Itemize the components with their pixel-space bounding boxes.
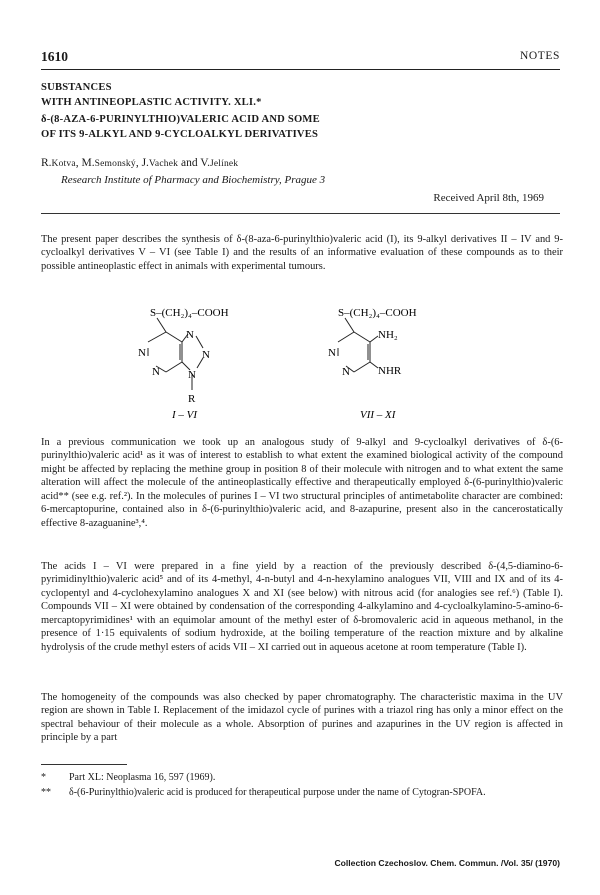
footnote-rule bbox=[41, 764, 127, 765]
author-list: R.Kotva, M.Semonský, J.Vachek and V.Jelínek bbox=[41, 157, 239, 169]
atom-n7: N bbox=[186, 329, 194, 341]
title-line-1: SUBSTANCES bbox=[41, 82, 112, 93]
footnote-text: δ-(6-Purinylthio)valeric acid is produced for therapeutical purpose under the name of Cytogran-SPOFA. bbox=[69, 787, 486, 798]
author-name: Semonský bbox=[94, 159, 136, 169]
journal-footer: Collection Czechoslov. Chem. Commun. /Vol. 35/ (1970) bbox=[334, 858, 560, 868]
substituent-r: R bbox=[188, 393, 196, 405]
title-line-2: WITH ANTINEOPLASTIC ACTIVITY. XLI.* bbox=[41, 97, 262, 108]
atom-n3: N bbox=[342, 366, 350, 378]
title-line-4: OF ITS 9-ALKYL AND 9-CYCLOALKYL DERIVATIVES bbox=[41, 129, 319, 140]
chain-text: S–(CH₂)₄–COOH bbox=[150, 307, 229, 319]
atom-n1: N bbox=[138, 347, 146, 359]
title-line-3: δ-(8-AZA-6-PURINYLTHIO)VALERIC ACID AND SOME bbox=[41, 114, 320, 125]
author-initial: J. bbox=[141, 157, 149, 169]
structure-pyrimidine bbox=[318, 304, 478, 419]
author-initial: R. bbox=[41, 157, 52, 169]
author-name: Kotva bbox=[51, 159, 76, 169]
running-header bbox=[41, 49, 560, 67]
paragraph-synthesis: The acids I – VI were prepared in a fine yield by a reaction of the previously described δ-(4,5-diamino-6-pyrimidinylthio)valeric acid⁵ and of its 4-methyl, 4-n-butyl and 4-n-hexylamino analogues VII, VIII and IX and of its 4-cyclopentyl and 4-cyclohexylamino analogues X and XI (see below) with nitrous acid (for analogies see ref.⁶) (Table I). Compounds VII – XI were obtained by condensation of the corresponding 4-alkylamino and 4-cycloalkylamino-5-amino-6-mercaptopyrimidines¹ with an equimolar amount of the methyl ester of δ-bromovaleric acid in aqueous methanol, in the presence of 1·15 equivalents of sodium hydroxide, at the boiling temperature of the reaction mixture and by alkaline hydrolysis of the crude methyl esters of acids VII – XI carried out in aqueous acetone at room temperature (Table I). bbox=[41, 561, 563, 653]
abstract-rule bbox=[41, 213, 560, 214]
atom-n3: N bbox=[152, 366, 160, 378]
structure-label: I – VI bbox=[172, 409, 198, 419]
institution: Research Institute of Pharmacy and Biochemistry, Prague 3 bbox=[61, 174, 326, 186]
author-conjunction: and bbox=[180, 157, 198, 169]
footnote-text: Part XL: Neoplasma 16, 597 (1969). bbox=[69, 772, 216, 783]
paragraph-intro: The present paper describes the synthesis of δ-(8-aza-6-purinylthio)valeric acid (I), its 9-alkyl derivatives II – IV and 9-cycloalkyl derivatives V – VI (see Table I) and the results of an informative evaluation of these compounds as to their possible antineoplastic effect in animals with experimental tumours. bbox=[41, 234, 563, 272]
footnote-2 bbox=[41, 786, 563, 799]
page-number: 1610 bbox=[41, 49, 68, 64]
author-initial: M. bbox=[81, 157, 95, 169]
author-initial: V. bbox=[200, 157, 210, 169]
group-nh2: NH₂ bbox=[378, 329, 398, 341]
footnote-mark: ** bbox=[41, 787, 51, 798]
chain-text: S–(CH₂)₄–COOH bbox=[338, 307, 417, 319]
paper-title bbox=[41, 80, 561, 142]
paragraph-homogeneity: The homogeneity of the compounds was also checked by paper chromatography. The characteristic maxima in the UV region are shown in Table I. Replacement of the imidazol cycle of purines with a triazol ring has only a minor effect on the spectral behaviour of their molecule as a whole. Absorption of purines and azapurines in the UV region is affected in principle by a part bbox=[41, 692, 563, 744]
header-rule bbox=[41, 69, 560, 70]
received-date: Received April 8th, 1969 bbox=[433, 192, 544, 204]
group-nhr: NHR bbox=[378, 365, 402, 377]
footnote-1 bbox=[41, 771, 563, 784]
section-name: NOTES bbox=[519, 50, 560, 62]
atom-n1: N bbox=[328, 347, 336, 359]
atom-n8: N bbox=[202, 349, 210, 361]
atom-n9: N bbox=[188, 369, 196, 381]
author-name: Jelínek bbox=[209, 159, 239, 169]
footnote-mark: * bbox=[41, 772, 46, 783]
structure-azapurine bbox=[130, 304, 290, 419]
author-name: Vachek bbox=[148, 159, 179, 169]
paragraph-previous-study: In a previous communication we took up an analogous study of 9-alkyl and 9-cycloalkyl derivatives of δ-(6-purinylthio)valeric acid¹ as it was of interest to establish to what extent the examined biological activity of the compound might be affected by replacing the methine group in position 8 of their molecule with nitrogen and to what extent the same alteration will affect the molecule of the antineoplastically effective and therapeutically employed δ-(6-purinylthio)valeric acid** (see e.g. ref.²). In the molecules of purines I – VI two structural principles of antimetabolite character are combined: 6-mercaptopurine, contained also in δ-(6-purinylthio)valeric acid, and 8-azapurine, present also in the cancerostatically effective 8-azaguanine³,⁴. bbox=[41, 437, 563, 529]
structure-label: VII – XI bbox=[360, 409, 396, 419]
